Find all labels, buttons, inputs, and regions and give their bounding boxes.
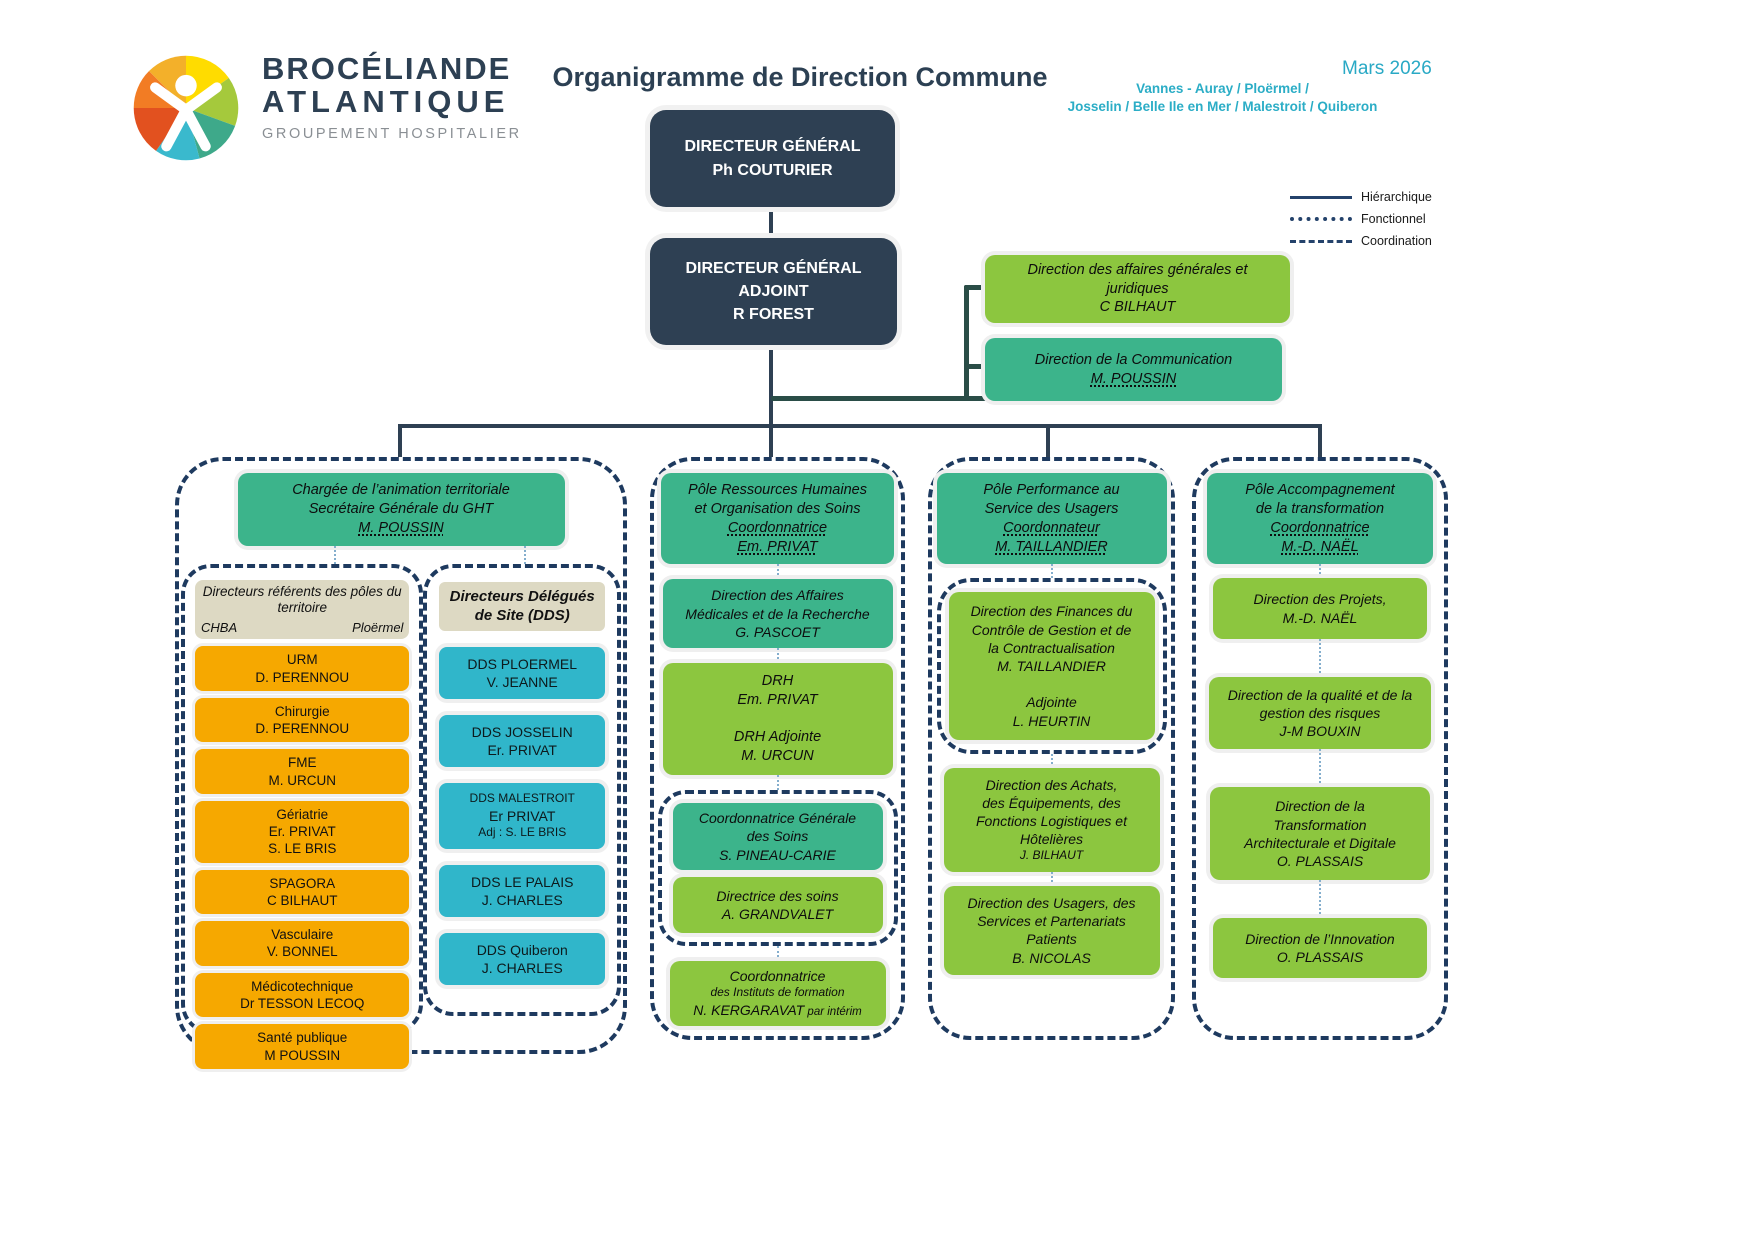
- sites-line1: Vannes - Auray / Ploërmel /: [1136, 81, 1309, 96]
- dashed-line-sample: [1290, 240, 1352, 243]
- text-line: Coordonnatrice: [729, 968, 826, 985]
- text-line: ADJOINT: [738, 282, 809, 300]
- logo-name-line1: BROCÉLIANDE: [262, 51, 512, 86]
- dotted-connector: [334, 546, 336, 564]
- logo-subtitle: GROUPEMENT HOSPITALIER: [262, 125, 522, 142]
- dotted-connector: [777, 775, 779, 790]
- animation-territoriale-header: [238, 473, 565, 546]
- text-line: Secrétaire Générale du GHT: [308, 500, 494, 517]
- text-line: DDS LE PALAIS: [470, 873, 574, 890]
- connector-drop-col1: [398, 424, 402, 457]
- instituts-formation-box: [670, 961, 886, 1026]
- affaires-generales-box: [985, 255, 1290, 323]
- text-line: DDS MALESTROIT: [469, 791, 575, 806]
- connector-dg-dga: [769, 205, 773, 240]
- transformation-box: [1210, 787, 1430, 880]
- text-line: R FOREST: [733, 306, 814, 324]
- dds-box-quiberon: [439, 933, 605, 985]
- text-line: Fonctions Logistiques et: [976, 813, 1127, 830]
- column-animation-territoriale: [175, 457, 627, 1063]
- dotted-connector: [1319, 880, 1321, 918]
- text-line: C BILHAUT: [266, 892, 338, 908]
- text-line: DIRECTEUR GÉNÉRAL: [684, 138, 861, 156]
- projets-box: [1213, 578, 1427, 638]
- text-line: Direction des Projets,: [1253, 591, 1387, 608]
- text-line: C BILHAUT: [1099, 299, 1176, 316]
- text-line: Chirurgie: [274, 703, 330, 719]
- referents-panel: [181, 564, 423, 1063]
- referent-box-urm: [195, 646, 409, 691]
- text-line: DRH: [761, 672, 794, 689]
- dotted-connector: [1319, 749, 1321, 787]
- text-line: des Équipements, des: [982, 794, 1121, 811]
- dotted-connector: [1319, 564, 1321, 578]
- text-line: J. CHARLES: [481, 960, 563, 977]
- text-line: FME: [287, 755, 317, 771]
- dg-box: [650, 110, 895, 207]
- text-line: [953, 675, 1151, 693]
- achats-box: [944, 768, 1160, 872]
- text-line: Direction de la qualité et de la: [1227, 686, 1413, 703]
- page-title: Organigramme de Direction Commune: [552, 62, 1048, 92]
- dds-panel: [423, 564, 621, 1016]
- text-line: B. NICOLAS: [1012, 949, 1091, 966]
- pole-performance-header: [937, 473, 1167, 564]
- referents-title: Directeurs référents des pôles du territoire: [202, 583, 402, 616]
- dds-header: Directeurs Délégués de Site (DDS): [439, 582, 605, 631]
- text-line: DRH Adjointe: [733, 729, 822, 746]
- referents-header: [195, 580, 409, 640]
- innovation-box: [1213, 918, 1427, 978]
- column-accompagnement-transformation: [1192, 457, 1448, 1040]
- text-line: A. GRANDVALET: [721, 905, 834, 922]
- drh-box: [663, 663, 893, 775]
- text-line: Direction des affaires générales et juridiques: [1027, 261, 1248, 297]
- text-line: Direction des Achats,: [985, 776, 1118, 793]
- text-line: Coordonnatrice Générale: [698, 810, 857, 827]
- text-line: M.-D. NAËL: [1282, 609, 1358, 626]
- coordination-generale-soins-box: [673, 803, 883, 870]
- text-line: Directrice des soins: [716, 887, 839, 904]
- text-line: J. BILHAUT: [1019, 848, 1084, 863]
- dotted-connector: [1051, 754, 1053, 768]
- text-line: DDS JOSSELIN: [471, 723, 573, 740]
- text-line: des Soins: [746, 828, 809, 845]
- connector-drop-col4: [1318, 424, 1322, 457]
- referent-box-geriatrie: [195, 801, 409, 863]
- pole-accompagnement-header: [1207, 473, 1433, 564]
- text-line: Pôle Accompagnement: [1245, 482, 1395, 498]
- text-line: M.-D. NAËL: [1281, 538, 1359, 555]
- col1-connectors: [179, 546, 623, 564]
- text-line: Patients: [1026, 931, 1077, 948]
- text-line: Contrôle de Gestion et de: [971, 621, 1132, 638]
- text-line-suffix: par intérim: [804, 1005, 862, 1018]
- text-line: Dr TESSON LECOQ: [240, 996, 365, 1011]
- dotted-connector: [524, 546, 526, 564]
- text-line: Direction des Finances du: [970, 603, 1133, 620]
- directrice-soins-box: [673, 877, 883, 933]
- text-line: Chargée de l’animation territoriale: [292, 482, 510, 498]
- text-line: Em. PRIVAT: [737, 538, 818, 555]
- legend-label: Coordination: [1361, 234, 1432, 248]
- dotted-connector: [1051, 872, 1053, 886]
- text-line: Er. PRIVAT: [487, 742, 557, 759]
- legend-row-hierarchique: [1290, 190, 1432, 204]
- usagers-box: [944, 886, 1160, 975]
- logo-person-head: [175, 75, 196, 96]
- dotted-connector: [1051, 564, 1053, 578]
- solid-line-sample: [1290, 196, 1352, 199]
- legend-row-fonctionnel: [1290, 212, 1432, 226]
- referent-box-spagora: [195, 870, 409, 915]
- column-rh-soins: [650, 457, 905, 1040]
- dds-box-ploermel: [439, 647, 605, 699]
- dotted-connector: [777, 946, 779, 961]
- text-line: Santé publique: [257, 1030, 348, 1046]
- dotted-connector: [1319, 639, 1321, 677]
- text-line: Hôtelières: [1019, 831, 1084, 848]
- text-line: V. BONNEL: [266, 944, 338, 960]
- text-line: D. PERENNOU: [255, 721, 350, 737]
- text-line: des Instituts de formation: [710, 985, 845, 1000]
- logo-icon: [130, 52, 242, 164]
- legend-label: Hiérarchique: [1361, 190, 1432, 204]
- text-line: Coordonnateur: [1003, 519, 1100, 536]
- text-line: Vasculaire: [271, 927, 334, 943]
- text-line: Adjointe: [1026, 694, 1077, 711]
- finances-box: [949, 592, 1155, 739]
- sites-line2: Josselin / Belle Ile en Mer / Malestroit / Quiberon: [1067, 99, 1378, 115]
- text-line: J. CHARLES: [481, 891, 563, 908]
- text-line: S. PINEAU-CARIE: [719, 846, 836, 863]
- dga-box: [650, 238, 897, 345]
- text-line: Médicotechnique: [251, 978, 354, 994]
- text-line: Em. PRIVAT: [737, 691, 818, 708]
- soins-group: [658, 790, 898, 946]
- logo: [130, 52, 522, 164]
- text-line: Coordonnatrice: [1270, 519, 1370, 536]
- finances-group: [937, 578, 1167, 753]
- referent-box-vasculaire: [195, 921, 409, 966]
- text-line: Pôle Performance au: [983, 482, 1120, 498]
- dds-box-le-palais: [439, 865, 605, 917]
- text-line: Direction de l’Innovation: [1245, 931, 1395, 948]
- referent-box-medicotechnique: [195, 973, 409, 1018]
- legend-row-coordination: [1290, 234, 1432, 248]
- text-line: M. TAILLANDIER: [997, 657, 1106, 674]
- text-line: L. HEURTIN: [1012, 712, 1091, 729]
- referents-sites-row: [195, 619, 409, 639]
- dds-box-malestroit: [439, 783, 605, 848]
- text-line: Direction des Affaires: [711, 587, 844, 604]
- text-line: M. URCUN: [741, 748, 814, 765]
- text-line: J-M BOUXIN: [1279, 723, 1361, 740]
- text-line: M. URCUN: [268, 772, 336, 788]
- text-line: Transformation: [1273, 816, 1367, 833]
- text-line: Adj : S. LE BRIS: [478, 825, 567, 840]
- text-line: et Organisation des Soins: [694, 500, 861, 517]
- logo-name-line2: ATLANTIQUE: [262, 84, 510, 120]
- referent-box-chirurgie: [195, 698, 409, 743]
- text-line: gestion des risques: [1259, 704, 1381, 721]
- affaires-medicales-box: [663, 579, 893, 648]
- text-line: O. PLASSAIS: [1276, 852, 1364, 869]
- text-line: Services et Partenariats: [977, 913, 1126, 930]
- text-line: Coordonnatrice: [727, 519, 828, 536]
- text-line: URM: [286, 652, 318, 668]
- text-line: Direction de la: [1275, 798, 1365, 815]
- text-line: M POUSSIN: [264, 1047, 341, 1063]
- text-line: Direction de la Communication: [1034, 351, 1233, 368]
- text-line: de la transformation: [1255, 500, 1385, 517]
- text-line: Pôle Ressources Humaines: [688, 482, 867, 498]
- communication-box: [985, 338, 1282, 401]
- date-label: Mars 2026: [1342, 58, 1432, 79]
- text-line: Direction des Usagers, des: [967, 895, 1136, 912]
- legend: [1290, 190, 1432, 256]
- qualite-box: [1209, 677, 1431, 750]
- text-line: Architecturale et Digitale: [1244, 834, 1396, 851]
- text-line: DDS Quiberon: [476, 942, 568, 959]
- col1-subrow: [181, 564, 621, 1063]
- dds-box-josselin: [439, 715, 605, 767]
- connector-dga-rail: [769, 345, 773, 457]
- site-ploermel-label: Ploërmel: [352, 620, 404, 636]
- text-line: SPAGORA: [269, 875, 336, 891]
- dotted-connector: [777, 648, 779, 663]
- text-line: S. LE BRIS: [268, 841, 337, 857]
- site-chba-label: CHBA: [201, 620, 238, 636]
- connector-drop-col3: [1046, 424, 1050, 457]
- bracket-vertical: [964, 285, 969, 401]
- connector-rail: [398, 424, 1322, 428]
- dotted-connector: [777, 564, 779, 579]
- text-line: Er. PRIVAT: [268, 824, 336, 840]
- referent-box-sante-publique: [195, 1024, 409, 1069]
- text-line: DDS PLOERMEL: [467, 655, 578, 672]
- text-line: [667, 710, 889, 729]
- text-line: O. PLASSAIS: [1276, 949, 1364, 966]
- text-line: G. PASCOET: [735, 623, 820, 640]
- text-line: D. PERENNOU: [255, 669, 350, 685]
- text-line: Gériatrie: [276, 806, 329, 822]
- text-line: M. POUSSIN: [358, 519, 444, 536]
- text-line: M. POUSSIN: [1090, 370, 1177, 387]
- text-line: la Contractualisation: [988, 639, 1115, 656]
- text-line: M. TAILLANDIER: [995, 538, 1108, 555]
- text-line: N. KERGARAVAT par intérim: [693, 1001, 862, 1018]
- referent-box-fme: [195, 749, 409, 794]
- text-line: DIRECTEUR GÉNÉRAL: [685, 259, 862, 277]
- text-line: Médicales et de la Recherche: [685, 605, 870, 622]
- column-performance-usagers: [928, 457, 1175, 1040]
- text-line: Ph COUTURIER: [712, 161, 833, 179]
- pole-rh-header: [661, 473, 894, 564]
- text-line: V. JEANNE: [486, 673, 558, 690]
- sites-list: [1050, 80, 1395, 116]
- dotted-line-sample: [1290, 217, 1352, 221]
- text-line: Er PRIVAT: [489, 807, 556, 824]
- legend-label: Fonctionnel: [1361, 212, 1426, 226]
- text-line: Service des Usagers: [984, 500, 1119, 517]
